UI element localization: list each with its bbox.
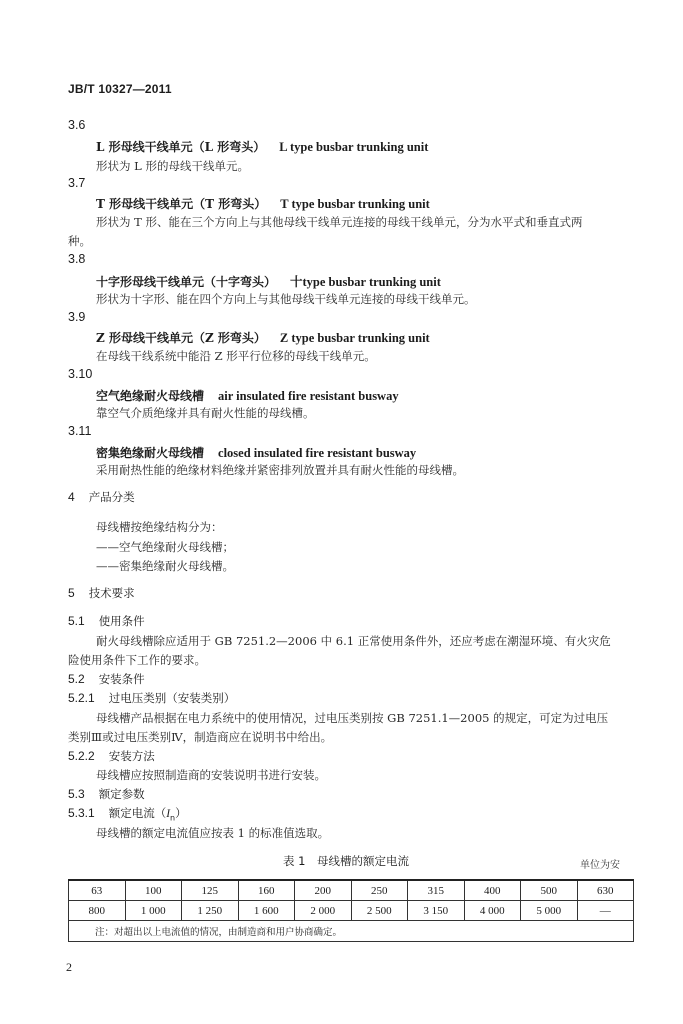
table-cell: 4 000: [464, 901, 521, 921]
table-cell: 1 000: [125, 901, 182, 921]
term-en: 十type busbar trunking unit: [290, 275, 441, 289]
clause-title: 安装方法: [108, 749, 155, 763]
clause-number: 5.1: [68, 614, 85, 628]
clause-title: 额定参数: [98, 787, 145, 801]
term-title-3-8: [96, 272, 441, 290]
clause-title: 使用条件: [98, 614, 145, 628]
clause-number: 5.3: [68, 787, 85, 801]
list-item: ——空气绝缘耐火母线槽；: [96, 540, 234, 554]
term-title-3-9: [96, 329, 430, 346]
term-title-3-6: [96, 138, 428, 155]
clause-number-3-9: 3.9: [68, 310, 86, 324]
term-title-3-11: [96, 444, 416, 461]
table-cell: 2 000: [295, 901, 352, 921]
table-row: [69, 901, 634, 921]
clause-title: 安装条件: [98, 672, 145, 686]
table-cell: 2 500: [351, 901, 408, 921]
term-en: L type busbar trunking unit: [279, 140, 429, 154]
table-unit: 单位为安: [580, 860, 620, 871]
term-zh: 空气绝缘耐火母线槽: [96, 389, 205, 403]
section-4-intro: 母线槽按绝缘结构分为：: [96, 520, 223, 534]
term-zh: T 形母线干线单元（T 形弯头）: [96, 197, 267, 211]
table-cell: 160: [238, 880, 295, 901]
table-cell: —: [577, 901, 634, 921]
rated-current-symbol: I: [166, 808, 171, 820]
section-5-heading: [68, 585, 135, 601]
table-cell: 315: [408, 880, 465, 901]
clause-5-1-text: 耐火母线槽除应适用于 GB 7251.2—2006 中 6.1 正常使用条件外，还应考虑在潮湿环境、有火灾危: [96, 634, 611, 648]
clause-title-text: 额定电流（: [108, 806, 167, 820]
clause-number: 5.2.1: [68, 691, 95, 705]
section-4-heading: [68, 489, 135, 505]
clause-number-3-11: 3.11: [68, 424, 92, 438]
term-title-3-10: [96, 387, 399, 404]
clause-5-2-1-text: 母线槽产品根据在电力系统中的使用情况，过电压类别按 GB 7251.1—2005 的规定，可定为过电压: [96, 711, 609, 725]
table-caption: 表 1 母线槽的额定电流: [283, 854, 409, 868]
table-cell: 5 000: [521, 901, 578, 921]
clause-5-3-1-heading: [68, 805, 187, 822]
term-definition-3-7: 形状为 T 形、能在三个方向上与其他母线干线单元连接的母线干线单元，分为水平式和垂直式两: [96, 215, 583, 229]
clause-number-3-6: 3.6: [68, 118, 86, 132]
term-zh: L 形母线干线单元（L 形弯头）: [96, 140, 266, 154]
clause-title: [108, 806, 187, 823]
term-en: T type busbar trunking unit: [280, 197, 430, 211]
section-number: 4: [68, 490, 75, 504]
list-item: ——密集绝缘耐火母线槽。: [96, 559, 234, 573]
table-cell: 1 600: [238, 901, 295, 921]
section-number: 5: [68, 586, 75, 600]
term-zh: 密集绝缘耐火母线槽: [96, 446, 205, 460]
clause-5-2-1-text-cont: 类别Ⅲ或过电压类别Ⅳ，制造商应在说明书中给出。: [68, 730, 333, 744]
term-definition-3-6: 形状为 L 形的母线干线单元。: [96, 159, 249, 173]
term-definition-3-10: 靠空气介质绝缘并具有耐火性能的母线槽。: [96, 406, 315, 420]
clause-number: 5.2.2: [68, 749, 95, 763]
term-definition-3-8: 形状为十字形、能在四个方向上与其他母线干线单元连接的母线干线单元。: [96, 292, 476, 306]
table-cell: 200: [295, 880, 352, 901]
clause-5-1-text-cont: 险使用条件下工作的要求。: [68, 653, 206, 667]
term-definition-3-11: 采用耐热性能的绝缘材料绝缘并紧密排列放置并具有耐火性能的母线槽。: [96, 463, 464, 477]
clause-5-2-2-heading: [68, 748, 155, 764]
table-cell: 400: [464, 880, 521, 901]
clause-5-2-2-text: 母线槽应按照制造商的安装说明书进行安装。: [96, 768, 326, 782]
section-title: 产品分类: [88, 490, 135, 504]
clause-title-close: ）: [175, 806, 187, 820]
clause-5-3-1-text: 母线槽的额定电流值应按表 1 的标准值选取。: [96, 826, 330, 840]
term-en: closed insulated fire resistant busway: [218, 446, 417, 460]
table-cell: 3 150: [408, 901, 465, 921]
clause-5-1-heading: [68, 613, 145, 629]
clause-title: 过电压类别（安装类别）: [108, 691, 236, 705]
table-cell: 630: [577, 880, 634, 901]
table-cell: 100: [125, 880, 182, 901]
rated-current-table: [68, 879, 634, 942]
clause-number: 5.3.1: [68, 806, 95, 820]
clause-5-3-heading: [68, 786, 145, 802]
table-note-row: [69, 921, 634, 942]
table-cell: 250: [351, 880, 408, 901]
clause-number-3-8: 3.8: [68, 252, 86, 266]
clause-5-2-heading: [68, 671, 145, 687]
rated-current-subscript: n: [170, 813, 176, 823]
term-zh: 十字形母线干线单元（十字弯头）: [96, 275, 277, 289]
term-en: Z type busbar trunking unit: [279, 331, 430, 345]
table-cell: 125: [182, 880, 239, 901]
clause-number-3-7: 3.7: [68, 176, 86, 190]
table-cell: 1 250: [182, 901, 239, 921]
standard-number-header: JB/T 10327—2011: [68, 82, 172, 96]
page-number: 2: [66, 960, 72, 974]
table-cell: 800: [69, 901, 126, 921]
term-definition-3-9: 在母线干线系统中能沿 Z 形平行位移的母线干线单元。: [96, 349, 376, 363]
term-title-3-7: [96, 195, 430, 212]
section-title: 技术要求: [88, 586, 135, 600]
clause-number-3-10: 3.10: [68, 367, 93, 381]
table-row: [69, 880, 634, 901]
clause-number: 5.2: [68, 672, 85, 686]
clause-5-2-1-heading: [68, 690, 235, 706]
table-cell: 63: [69, 880, 126, 901]
table-cell: 500: [521, 880, 578, 901]
table-note: 注：对超出以上电流值的情况，由制造商和用户协商确定。: [69, 921, 634, 942]
term-definition-3-7-cont: 种。: [68, 234, 91, 248]
term-en: air insulated fire resistant busway: [218, 389, 399, 403]
term-zh: Z 形母线干线单元（Z 形弯头）: [96, 331, 266, 345]
